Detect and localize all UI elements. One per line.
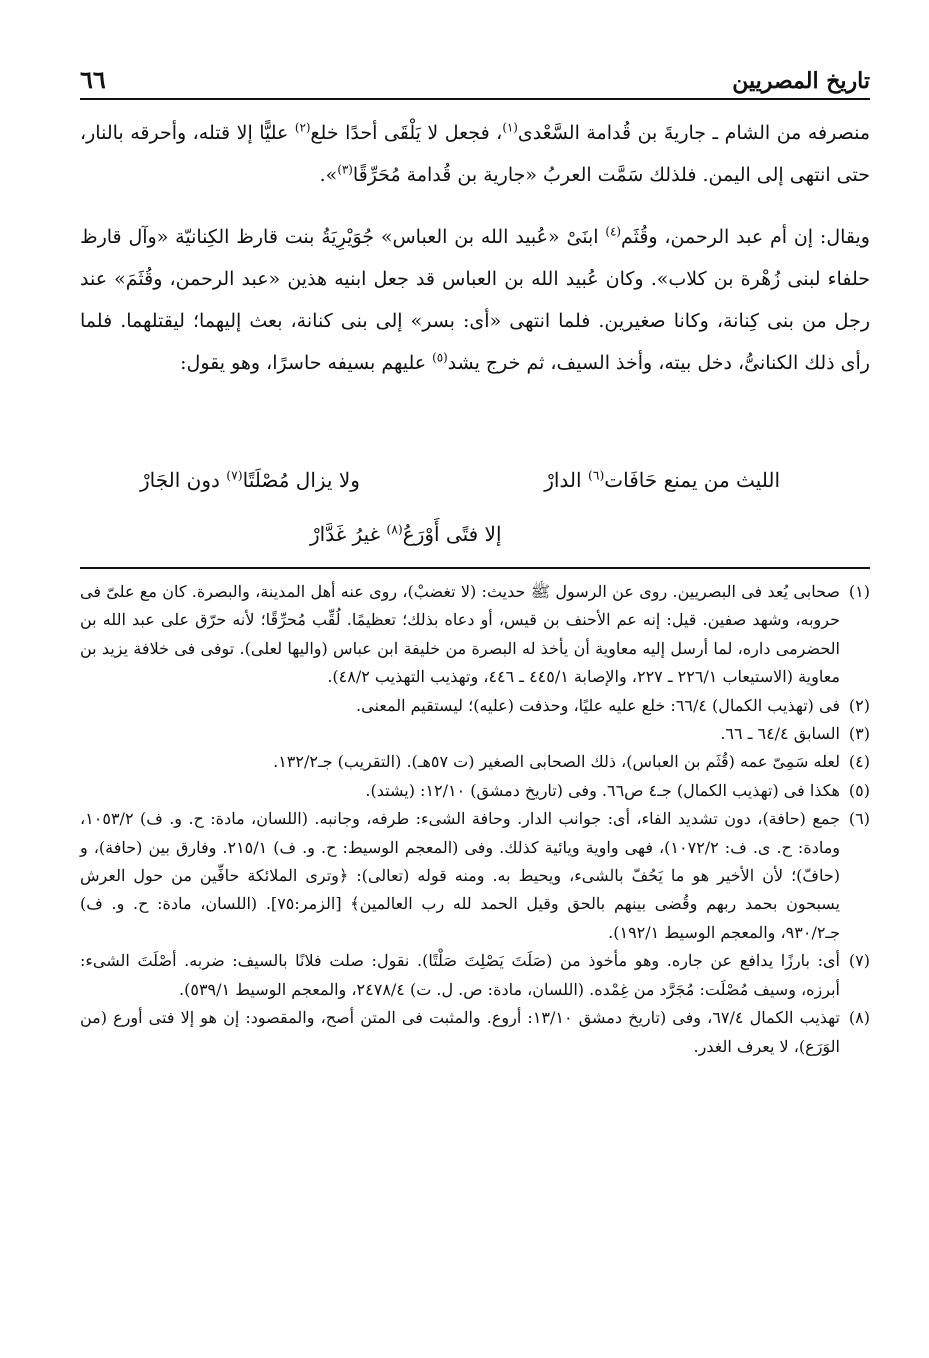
footnote-number: (٨)	[848, 1008, 870, 1028]
footnote-text: جمع (حافة)، دون تشديد الفاء، أى: جوانب الدار. وحافة الشىء: طرفه، وجانبه. (اللسان، مادة: ح. و. ف) ١٠٥٣/٢، ومادة: ح. ى. ف: ١٠٧٢/٢)، فهى واوية ويائية كذلك. وفى (المعجم الوسيط: ح. و. ف) ٢١٥/١. وفارق بين (حافة)، و (حافّ)؛ لأن الأخير هو ما يَحُفّ بالشىء، ويحيط به. ومنه قوله (تعالى): ﴿وترى الملائكة حافِّين من حول العرش يسبحون بحمد ربهم وقُضى بينهم بالحق وقيل الحمد لله رب العالمين﴾ [الزمر:٧٥]. (اللسان، مادة: ح. و. ف) جـ٩٣٠/٢، والمعجم الوسيط ١٩٢/١).	[80, 809, 841, 942]
footnote-text: صحابى يُعد فى البصريين. روى عن الرسول ﷺ حديث: (لا تغضبْ)، روى عنه أهل المدينة، والبصرة. كان مع علىّ فى حروبه، وشهد صفين. قيل: إنه عم الأحنف بن قيس، أو دعاه بذلك؛ تعظيمًا. لُقِّب مُحرِّقًا؛ لأنه حرّق على عبد الله بن الحضرمى داره، لما أرسل إليه معاوية أن يأخذ له البصرة من خليفة ابن عباس (واليها لعلى). توفى فى خلافة يزيد بن معاوية (الاستيعاب ٢٢٦/١ ـ ٢٢٧، والإصابة ٤٤٥/١ ـ ٤٤٦، وتهذيب التهذيب ٤٨/٢).	[80, 582, 841, 687]
footnote	[80, 748, 870, 776]
footnote-text: هكذا فى (تهذيب الكمال) جـ٤ ص٦٦. وفى (تاريخ دمشق) ١٢/١٠: (يشتد).	[365, 780, 840, 800]
footnote-ref: (٨)	[386, 521, 403, 537]
page-number: ٦٦	[80, 65, 106, 94]
paragraph: ويقال: إن أم عبد الرحمن، وقُثَم$^{(٤)}$ ابنَىْ «عُبيد الله بن العباس» جُوَيْرِيَةُ بنت قارظ الكِنانيّة «وآل قارظ حلفاء لبنى زُهْرة بن كلاب». وكان عُبيد الله بن العباس قد جعل ابنيه هذين «عبد الرحمن، وقُثَمَ» عند رجل من بنى كِنانة، وكانا صغيرين. فلما انتهى «أى: بسر» إلى بنى كنانة، بعث إليهما؛ ليقتلهما. فلما رأى ذلك الكنانىُّ، دخل بيته، وأخذ السيف، ثم خرج يشد$^{(٥)}$ عليهم بسيفه حاسرًا، وهو يقول:	[80, 224, 870, 374]
poem-hemistich: إلا فتًى أَوْرَعُ$^{(٨)}$ غيرُ غَدَّارْ	[310, 521, 502, 546]
footnote-number: (٧)	[848, 951, 870, 971]
footnotes	[80, 578, 870, 1061]
footnote-number: (١)	[848, 582, 870, 601]
footnote	[80, 947, 870, 1004]
footnote-number: (٥)	[848, 780, 870, 800]
footnote-number: (٤)	[848, 752, 870, 772]
footnote	[80, 720, 870, 748]
footnote-number: (٦)	[848, 809, 870, 829]
footnote-ref: (٣)	[337, 162, 353, 177]
footnote	[80, 805, 870, 947]
footnote	[80, 578, 870, 692]
footnote-ref: (٢)	[294, 120, 311, 135]
footnote-ref: (٦)	[587, 467, 605, 483]
footnote-text: فى (تهذيب الكمال) ٦٦/٤: خلع عليه عليًا، وحذفت (عليه)؛ ليستقيم المعنى.	[356, 695, 840, 715]
poem-hemistich: الليث من يمنع حَافَات$^{(٦)}$ الدارْ	[544, 467, 780, 492]
footnote-number: (٣)	[848, 724, 870, 744]
footnote-ref: (٤)	[605, 224, 621, 239]
footnote	[80, 1004, 870, 1061]
poem-verse-2	[140, 522, 780, 564]
footnote-ref: (٥)	[432, 350, 448, 365]
footnote-text: أى: بارزًا يدافع عن جاره. وهو مأخوذ من (صَلَتَ يَصْلِتَ صَلْتًا). نقول: صلت فلانًا بالسيف: ضربه. أصْلَتَ الشىء: أبرزه، وسيف مُصْلَت: مُجَرَّد من غِمْده. (اللسان، مادة: ص. ل. ت) ٢٤٧٨/٤، والمعجم الوسيط ٥٣٩/١).	[80, 951, 840, 999]
paragraph: منصرفه من الشام ـ جاريةَ بن قُدامة السَّعْدى$^{(١)}$، فجعل لا يَلْقَى أحدًا خلع$^{(٢)}$ عليًّا إلا قتله، وأحرقه بالنار، حتى انتهى إلى اليمن. فلذلك سَمَّت العربُ «جارية بن قُدامة مُحَرِّقًا$^{(٣)}$».	[80, 120, 870, 186]
footnote-number: (٢)	[848, 695, 870, 715]
footnote-text: تهذيب الكمال ٦٧/٤، وفى (تاريخ دمشق ١٣/١٠: أروع. والمثبت فى المتن أصح، والمقصود: إن هو إلا فتى أورع (من الوَرَع)، لا يعرف الغدر.	[80, 1008, 841, 1056]
footnote	[80, 692, 870, 720]
footnote-text: لعله سَمِىّ عمه (قُثَم بن العباس)، ذلك الصحابى الصغير (ت ٥٧هـ). (التقريب) جـ١٣٢/٢.	[273, 752, 840, 772]
main-text	[80, 112, 870, 384]
footnote-ref: (٧)	[226, 467, 243, 483]
poem-verse-1	[140, 468, 780, 510]
running-title: تاريخ المصريين	[732, 68, 870, 94]
footnote-rule	[80, 567, 870, 569]
page-header	[80, 62, 870, 94]
poem-hemistich: ولا يزال مُصْلَتًا$^{(٧)}$ دون الجَارْ	[140, 467, 360, 492]
footnote-ref: (١)	[502, 120, 518, 135]
header-rule	[80, 98, 870, 100]
footnote-text: السابق ٦٤/٤ ـ ٦٦.	[720, 724, 840, 744]
footnote	[80, 777, 870, 805]
